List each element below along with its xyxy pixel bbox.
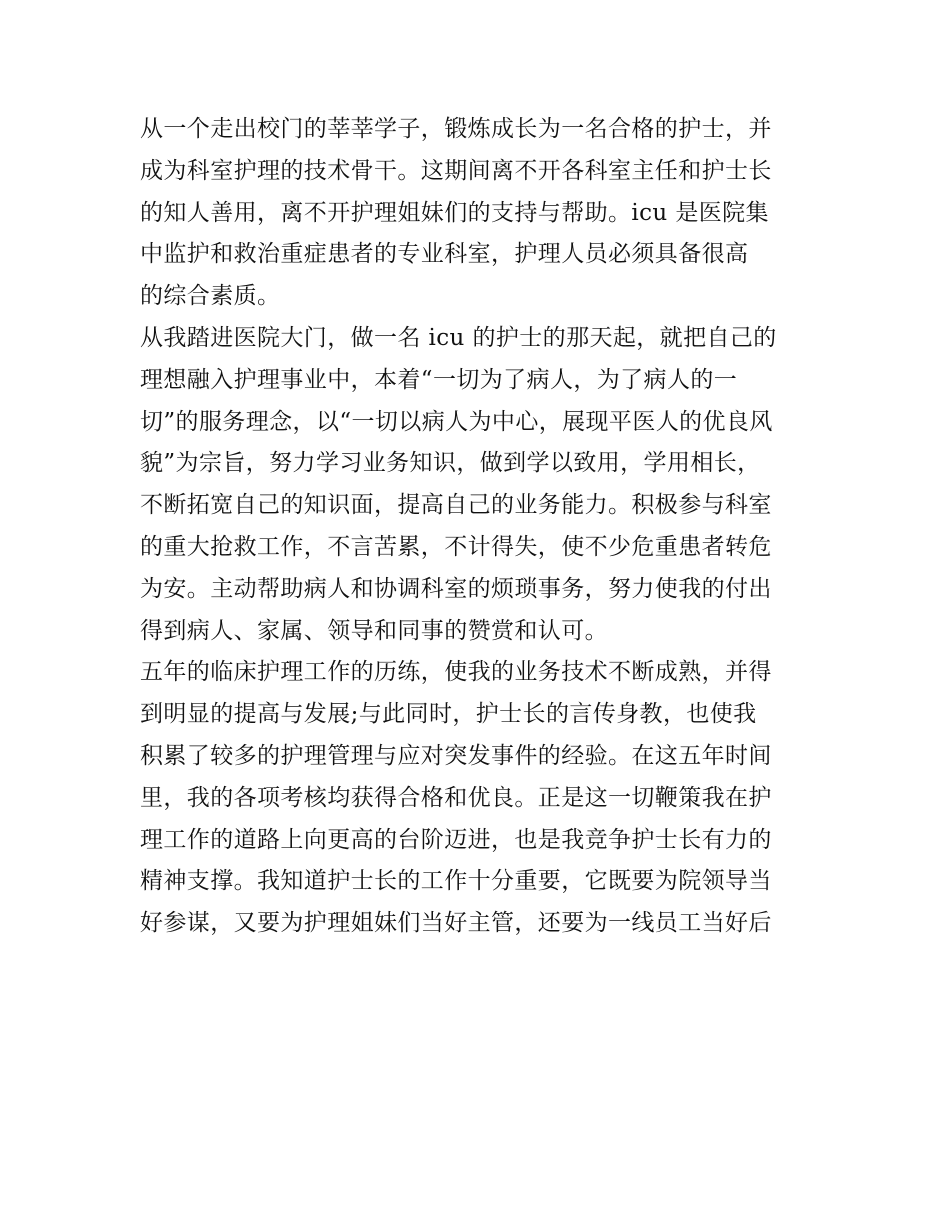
text-line: 貌”为宗旨，努力学习业务知识，做到学以致用，学用相长， <box>140 450 761 477</box>
text-line: 的知人善用，离不开护理姐妹们的支持与帮助。icu 是医院集 <box>140 199 769 226</box>
text-line: 从一个走出校门的莘莘学子，锻炼成长为一名合格的护士，并 <box>140 116 772 142</box>
text-line: 到明显的提高与发展;与此同时，护士长的言传身教，也使我 <box>140 701 757 728</box>
text-line: 理工作的道路上向更高的台阶迈进，也是我竞争护士长有力的 <box>140 826 772 853</box>
text-line: 成为科室护理的技术骨干。这期间离不开各科室主任和护士长 <box>140 157 772 184</box>
text-line: 的综合素质。 <box>140 283 281 310</box>
text-line: 中监护和救治重症患者的专业科室，护理人员必须具备很高 <box>140 241 749 268</box>
text-line: 五年的临床护理工作的历练，使我的业务技术不断成熟，并得 <box>140 659 772 686</box>
text-line: 为安。主动帮助病人和协调科室的烦琐事务，努力使我的付出 <box>140 575 772 602</box>
body-text <box>140 109 820 945</box>
text-line: 的重大抢救工作，不言苦累，不计得失，使不少危重患者转危 <box>140 533 772 560</box>
text-line: 好参谋，又要为护理姐妹们当好主管，还要为一线员工当好后 <box>140 910 772 937</box>
text-line: 得到病人、家属、领导和同事的赞赏和认可。 <box>140 617 608 644</box>
text-line: 理想融入护理事业中，本着“一切为了病人，为了病人的一 <box>140 366 738 393</box>
text-line: 切”的服务理念，以“一切以病人为中心，展现平医人的优良风 <box>140 408 773 435</box>
text-line: 里，我的各项考核均获得合格和优良。正是这一切鞭策我在护 <box>140 784 772 811</box>
text-line: 从我踏进医院大门，做一名 icu 的护士的那天起，就把自己的 <box>140 324 777 351</box>
text-line: 不断拓宽自己的知识面，提高自己的业务能力。积极参与科室 <box>140 492 772 519</box>
text-line: 积累了较多的护理管理与应对突发事件的经验。在这五年时间 <box>140 742 772 769</box>
text-line: 精神支撑。我知道护士长的工作十分重要，它既要为院领导当 <box>140 868 772 895</box>
